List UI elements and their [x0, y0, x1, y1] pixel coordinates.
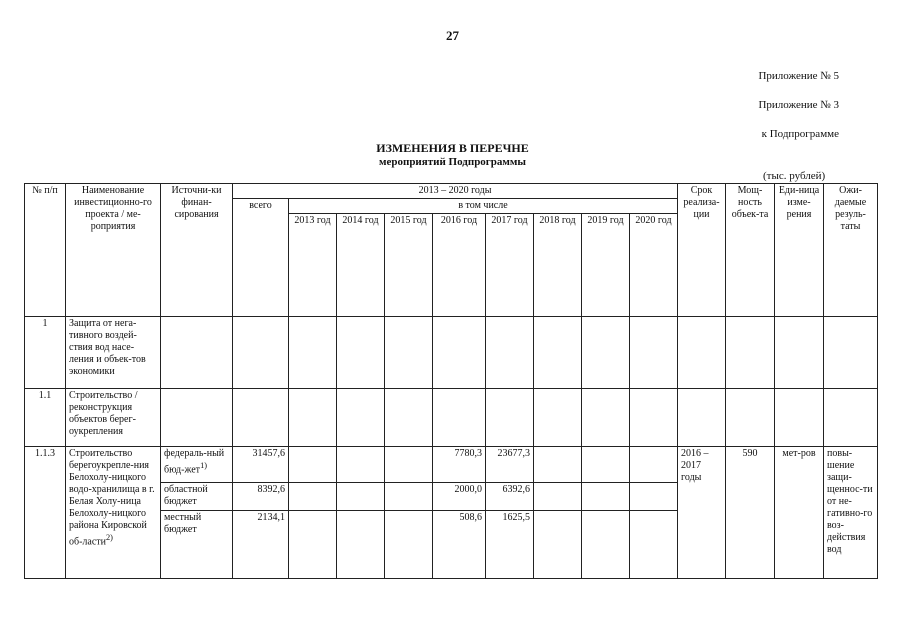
page-number: 27 [446, 28, 459, 43]
subtitle: мероприятий Подпрограммы [378, 156, 526, 168]
header-capacity: Мощ-ность объек-та [726, 184, 775, 317]
y2016-value: 2000,0 [433, 483, 486, 511]
y2017-value: 1625,5 [486, 511, 534, 579]
header-year: 2019 год [582, 214, 630, 317]
appendix-line-1: Приложение № 5 [758, 70, 839, 82]
row-name: Защита от нега-тивного воздей-ствия вод насе-ления и объек-тов экономики [66, 317, 161, 389]
footnote-mark: 1) [200, 461, 207, 470]
result-value: повы-шение защи-щеннос-ти от не-гативно-го воз-действия вод [824, 447, 878, 579]
header-num: № п/п [25, 184, 66, 317]
row-name: Строительство / реконструкция объектов берег-оукрепления [66, 389, 161, 447]
appendix-line-3: к Подпрограмме [761, 128, 839, 140]
table-row [25, 447, 878, 483]
measures-table [24, 183, 878, 579]
header-year: 2013 год [289, 214, 337, 317]
header-incl: в том числе [289, 199, 678, 214]
title: ИЗМЕНЕНИЯ В ПЕРЕЧНЕ [376, 141, 529, 155]
header-unit: Еди-ница изме-рения [775, 184, 824, 317]
header-year: 2016 год [433, 214, 486, 317]
unit-value: мет-ров [775, 447, 824, 579]
source-label: местный бюджет [161, 511, 233, 579]
y2017-value: 23677,3 [486, 447, 534, 483]
header-name: Наименование инвестиционно-го проекта / ме-роприятия [66, 184, 161, 317]
row-num: 1.1 [25, 389, 66, 447]
header-year: 2020 год [630, 214, 678, 317]
table-row [25, 317, 878, 389]
header-year: 2015 год [385, 214, 433, 317]
header-result: Ожи-даемые резуль-таты [824, 184, 878, 317]
appendix-line-2: Приложение № 3 [758, 99, 839, 111]
total-value: 31457,6 [233, 447, 289, 483]
total-value: 2134,1 [233, 511, 289, 579]
header-term: Срок реализа-ции [678, 184, 726, 317]
y2017-value: 6392,6 [486, 483, 534, 511]
y2016-value: 7780,3 [433, 447, 486, 483]
footnote-mark: 2) [106, 533, 113, 542]
row-num: 1 [25, 317, 66, 389]
source-label: федераль-ный бюд-жет$^{1)}$ [161, 447, 233, 483]
table-row [25, 389, 878, 447]
term-value: 2016 – 2017 годы [678, 447, 726, 579]
header-source: Источни-ки финан-сирования [161, 184, 233, 317]
header-year: 2017 год [486, 214, 534, 317]
capacity-value: 590 [726, 447, 775, 579]
row-name: Строительство берегоукрепле-ния Белохолу-ницкого водо-хранилища в г. Белая Холу-ница Белохолу-ницкого района Кировской об-ласти$^{2)}$ [66, 447, 161, 579]
units-label: (тыс. рублей) [763, 170, 826, 182]
y2016-value: 508,6 [433, 511, 486, 579]
source-label: областной бюджет [161, 483, 233, 511]
header-year: 2014 год [337, 214, 385, 317]
header-period: 2013 – 2020 годы [233, 184, 678, 199]
header-total: всего [233, 199, 289, 317]
total-value: 8392,6 [233, 483, 289, 511]
row-num: 1.1.3 [25, 447, 66, 579]
document-title [0, 141, 905, 169]
header-year: 2018 год [534, 214, 582, 317]
